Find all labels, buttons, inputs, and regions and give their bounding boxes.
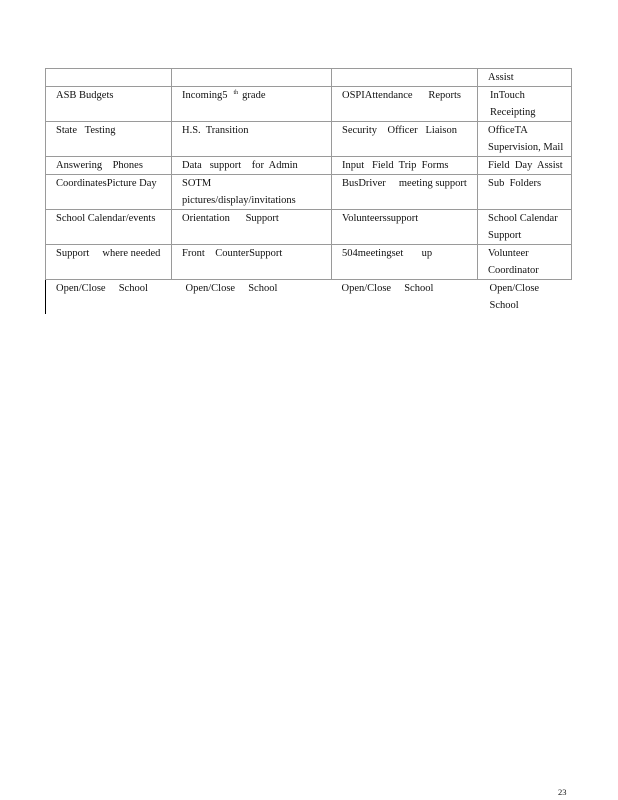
- table-cell: Volunteerssupport: [332, 210, 478, 245]
- table-cell: Input Field Trip Forms: [332, 157, 478, 175]
- incoming-text: Incoming5: [182, 90, 228, 101]
- table-cell: [46, 69, 172, 87]
- table-cell: School Calendar Support: [478, 210, 572, 245]
- table-row: [46, 122, 572, 157]
- table-cell: BusDriver meeting support: [332, 175, 478, 210]
- table-cell: Orientation Support: [172, 210, 332, 245]
- table-cell: Security Officer Liaison: [332, 122, 478, 157]
- table-row: [46, 157, 572, 175]
- table-cell: Open/Close School: [478, 280, 572, 315]
- table-cell: Open/Close School: [46, 280, 172, 315]
- table-cell: Field Day Assist: [478, 157, 572, 175]
- table-row: [46, 175, 572, 210]
- table-cell: School Calendar/events: [46, 210, 172, 245]
- table-cell: H.S. Transition: [172, 122, 332, 157]
- table-row: [46, 280, 572, 315]
- table-cell: Support where needed: [46, 245, 172, 280]
- table-cell: SOTM pictures/display/invitations: [172, 175, 332, 210]
- table-cell-incoming-grade: [172, 87, 332, 122]
- grade-text: grade: [242, 90, 266, 101]
- table-cell: Open/Close School: [332, 280, 478, 315]
- grade-superscript: th: [233, 90, 239, 96]
- table-cell: OSPIAttendance Reports: [332, 87, 478, 122]
- table-cell: State Testing: [46, 122, 172, 157]
- page-number: 23: [558, 787, 567, 797]
- duties-table: [45, 68, 572, 314]
- table-cell: Answering Phones: [46, 157, 172, 175]
- table-row: [46, 245, 572, 280]
- table-cell: Volunteer Coordinator: [478, 245, 572, 280]
- table-cell: CoordinatesPicture Day: [46, 175, 172, 210]
- table-cell: Open/Close School: [172, 280, 332, 315]
- table-cell: ASB Budgets: [46, 87, 172, 122]
- table-cell: [332, 69, 478, 87]
- table-cell: [172, 69, 332, 87]
- table-cell: Data support for Admin: [172, 157, 332, 175]
- table-cell: Sub Folders: [478, 175, 572, 210]
- table-cell: OfficeTA Supervision, Mail: [478, 122, 572, 157]
- table-cell: InTouch Receipting: [478, 87, 572, 122]
- table-cell: Front CounterSupport: [172, 245, 332, 280]
- table-cell: 504meetingset up: [332, 245, 478, 280]
- table-row: [46, 210, 572, 245]
- table-row: [46, 87, 572, 122]
- table-cell: Assist: [478, 69, 572, 87]
- table-row: [46, 69, 572, 87]
